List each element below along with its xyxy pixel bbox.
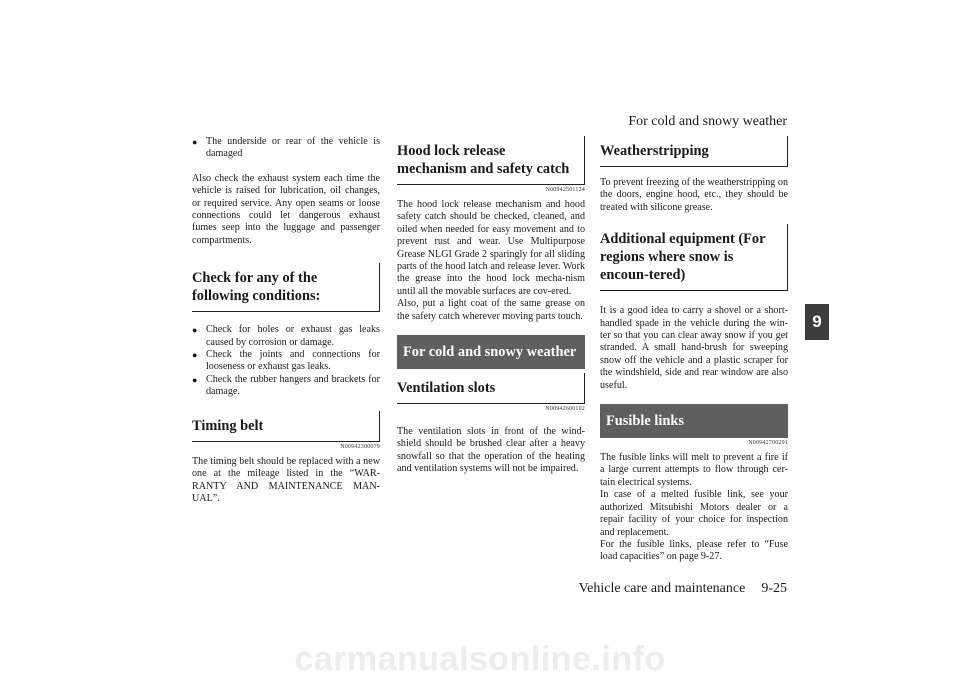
section-heading: Ventilation slots <box>397 373 585 404</box>
reference-code: N00942700291 <box>748 440 788 447</box>
footer-section-label: Vehicle care and maintenance <box>578 581 746 596</box>
bullet-item: ● Check for holes or exhaust gas leaks caused by corrosion or damage. <box>192 324 380 349</box>
paragraph: Also, put a light coat of the same grease on the safety catch wherever moving parts touch. <box>397 298 585 322</box>
bullet-item: ● Check the joints and connections for looseness or exhaust gas leaks. <box>192 349 380 374</box>
section-heading-dark: Fusible links <box>600 404 788 438</box>
section-heading: Additional equipment (For regions where snow is encoun-tered) <box>600 224 788 291</box>
paragraph: In case of a melted fusible link, see your authorized Mitsubishi Motors dealer or a repair facility of your choice for inspection and replacement. <box>600 489 788 538</box>
bullet-item: ● The underside or rear of the vehicle is damaged <box>192 136 380 161</box>
reference-code: N00942501124 <box>545 187 585 193</box>
section-heading: Timing belt <box>192 411 380 442</box>
paragraph: It is a good idea to carry a shovel or a short-handled spade in the vehicle during the win-ter so that you can clear away snow if you get stranded. A small hand-brush for sweeping snow off the vehicle and a plastic scraper for the windshield, side and rear window are also useful. <box>600 305 788 391</box>
paragraph: For the fusible links, please refer to “Fuse load capacities” on page 9-27. <box>600 538 788 563</box>
reference-code: N00942300079 <box>340 443 380 450</box>
paragraph: To prevent freezing of the weatherstripping on the doors, engine hood, etc., they should be treated with silicone grease. <box>600 177 788 213</box>
section-heading: Weatherstripping <box>600 136 788 167</box>
running-header: For cold and snowy weather <box>628 114 787 129</box>
column-2 <box>397 136 585 476</box>
page-number: 9-25 <box>761 581 787 596</box>
section-heading: Check for any of the following conditions: <box>192 263 380 312</box>
paragraph: The hood lock release mechanism and hood safety catch should be checked, cleaned, and oiled when needed for easy movement and to prevent rust and wear. Use Multipurpose Grease NLGI Grade 2 sparingly for all sliding parts of the hood latch and release lever. Work the grease into the hood lock mecha-nism until all the movable surfaces are cov-ered. <box>397 199 585 297</box>
section-heading-dark: For cold and snowy weather <box>397 335 585 369</box>
paragraph: The fusible links will melt to prevent a fire if a large current attempts to flow through cer-tain electrical systems. <box>600 452 788 488</box>
paragraph: Also check the exhaust system each time the vehicle is raised for lubrication, oil changes, or required service. Any open seams or loose connections could let dangerous exhaust fumes seep into the luggage and passenger compartments. <box>192 172 380 246</box>
chapter-tab: 9 <box>805 304 829 340</box>
page-footer <box>579 581 787 597</box>
column-3 <box>600 136 788 564</box>
column-1 <box>192 136 380 505</box>
watermark: carmanualsonline.info <box>294 640 666 678</box>
paragraph: The ventilation slots in front of the wind-shield should be brushed clear after a heavy snowfall so that the operation of the heating and ventilation systems will not be impaired. <box>397 426 585 475</box>
reference-code: N00942600102 <box>545 406 585 413</box>
section-heading: Hood lock release mechanism and safety catch <box>397 136 585 185</box>
bullet-item: ● Check the rubber hangers and brackets for damage. <box>192 374 380 399</box>
paragraph: The timing belt should be replaced with a new one at the mileage listed in the “WAR-RANTY AND MAINTENANCE MAN-UAL”. <box>192 455 380 504</box>
